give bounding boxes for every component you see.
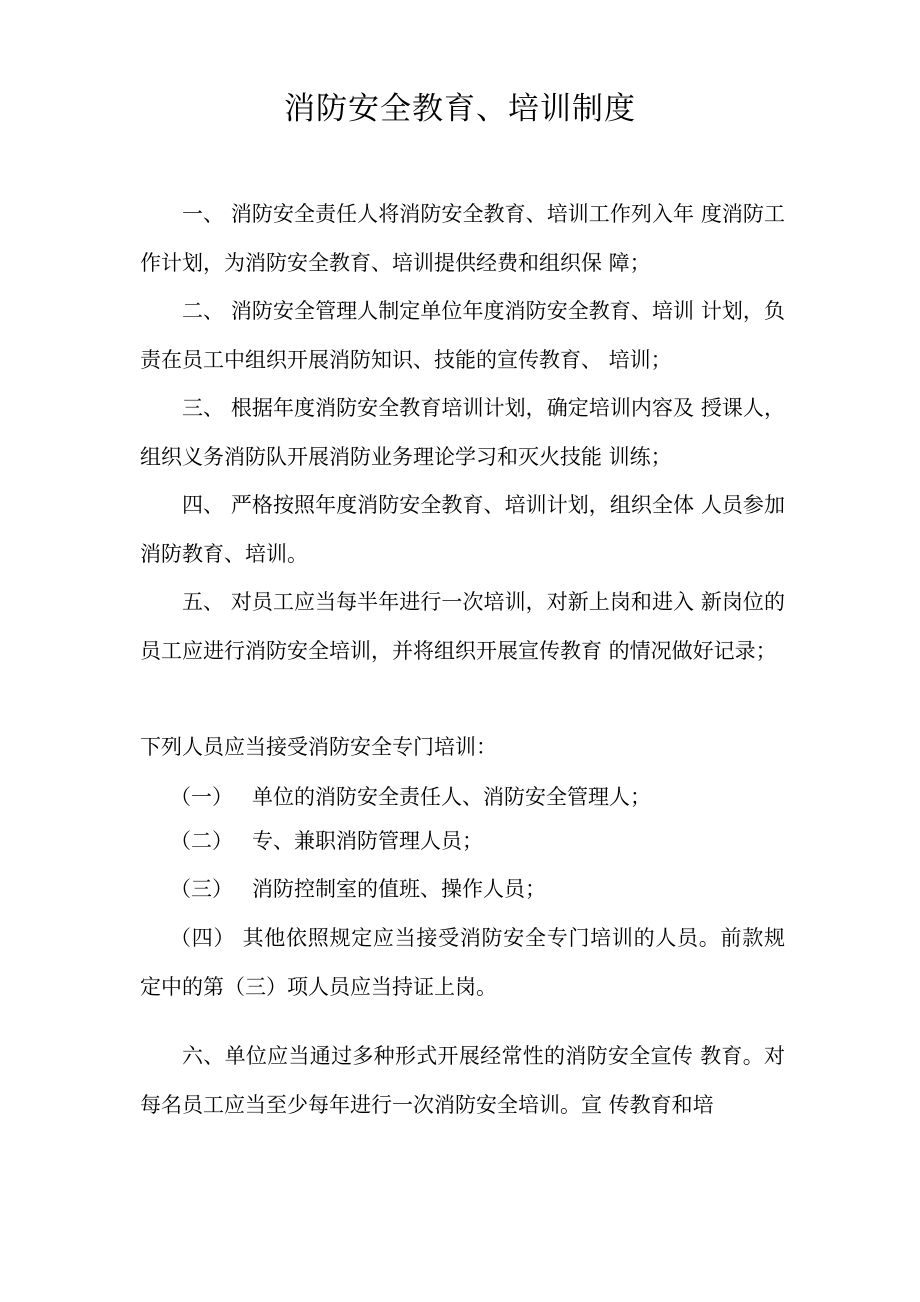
list-item-2 — [170, 817, 785, 866]
list-item-text: 单位的消防安全责任人、消防安全管理人； — [252, 785, 651, 809]
paragraph-1: 一、 消防安全责任人将消防安全教育、培训工作列入年 度消防工作计划，为消防安全教育、培训提供经费和组织保 障； — [140, 202, 785, 275]
document-title: 消防安全教育、培训制度 — [284, 91, 636, 127]
list-item-text: 专、兼职消防管理人员； — [252, 829, 483, 853]
list-intro: 下列人员应当接受消防安全专门培训： — [140, 735, 497, 759]
paragraph-5: 五、 对员工应当每半年进行一次培训，对新上岗和进入 新岗位的员工应进行消防安全培训，并将组织开展宣传教育 的情况做好记录； — [140, 590, 785, 663]
list-item-3 — [170, 865, 785, 914]
list-item-label: （三） — [170, 877, 233, 901]
paragraph-4: 四、 严格按照年度消防安全教育、培训计划，组织全体 人员参加消防教育、培训。 — [140, 493, 785, 566]
list-item-label: （二） — [170, 829, 233, 853]
paragraph-2: 二、 消防安全管理人制定单位年度消防安全教育、培训 计划，负责在员工中组织开展消防知识、技能的宣传教育、 培训； — [140, 299, 785, 372]
list-item-1 — [170, 773, 785, 822]
list-item-4: （四） 其他依照规定应当接受消防安全专门培训的人员。前款规定中的第（三）项人员应当持证上岗。 — [140, 926, 785, 999]
list-item-label: （一） — [170, 785, 233, 809]
list-item-text: 消防控制室的值班、操作人员； — [252, 877, 546, 901]
paragraph-3: 三、 根据年度消防安全教育培训计划，确定培训内容及 授课人，组织义务消防队开展消防业务理论学习和灭火技能 训练； — [140, 396, 785, 469]
paragraph-6: 六、单位应当通过多种形式开展经常性的消防安全宣传 教育。对每名员工应当至少每年进行一次消防安全培训。宣 传教育和培 — [140, 1044, 785, 1117]
